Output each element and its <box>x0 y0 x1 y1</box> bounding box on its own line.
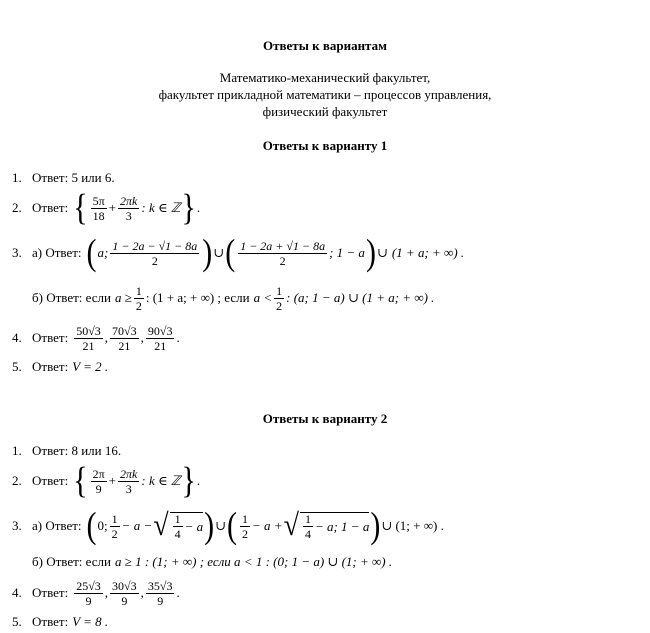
v2-answer-3b: б) Ответ: если a ≥ 1 : (1; + ∞) ; если a < 1 : (0; 1 − a) ∪ (1; + ∞) . <box>32 554 393 569</box>
v2-answer-3a: 3. а) Ответ: ( 0; $\frac{1}{2}$ − a − √ $\frac{1}{4}$ − a ) ∪ ( $\frac{1}{2}$ − a + √ $\frac{1}{4}$ − a; 1 − a ) ∪ (1; + ∞) . <box>12 504 444 546</box>
v2-answer-2: 2. Ответ: { $\frac{2\pi}{9}$ + $\frac{2\pi k}{3}$ : k ∈ ℤ } . <box>12 459 201 501</box>
fraction: $\frac{2\pi}{9}$ <box>92 466 105 496</box>
fraction: $\frac{2\pi k}{3}$ <box>120 466 138 496</box>
v2-answer-5: 5. Ответ: V = 8 . <box>12 614 109 629</box>
fraction: $\frac{70√3}{21}$ <box>112 323 137 353</box>
fraction: $\frac{30√3}{9}$ <box>112 578 137 608</box>
faculty-line-3: физический факультет <box>262 104 388 119</box>
fraction: $\frac{5\pi}{18}$ <box>92 193 105 223</box>
fraction: $\frac{1 - 2a - √1 - 8a}{2}$ <box>112 238 198 268</box>
variant1-heading: Ответы к варианту 1 <box>262 138 388 153</box>
v2-answer-1: 1. Ответ: 8 или 16. <box>12 443 122 458</box>
fraction: $\frac{25√3}{9}$ <box>76 578 101 608</box>
v1-answer-4: 4. Ответ: $\frac{50√3}{21}$ , $\frac{70√3}{21}$ , $\frac{90√3}{21}$ . <box>12 323 180 353</box>
fraction: $\frac{1}{4}$ <box>304 512 311 541</box>
fraction: $\frac{1}{4}$ <box>174 512 181 541</box>
v1-answer-2: 2. Ответ: { $\frac{5\pi}{18}$ + $\frac{2\pi k}{3}$ : k ∈ ℤ } . <box>12 186 201 228</box>
faculty-line-1: Математико-механический факультет, <box>219 70 431 85</box>
variant2-heading: Ответы к варианту 2 <box>262 411 388 426</box>
fraction: $\frac{1}{2}$ <box>111 511 118 541</box>
fraction: $\frac{35√3}{9}$ <box>147 578 173 608</box>
fraction: $\frac{90√3}{21}$ <box>147 323 173 353</box>
fraction: $\frac{1}{2}$ <box>135 283 142 313</box>
fraction: $\frac{1}{2}$ <box>276 283 283 313</box>
v2-answer-4: 4. Ответ: $\frac{25√3}{9}$ , $\frac{30√3}{9}$ , $\frac{35√3}{9}$ . <box>12 578 180 608</box>
page-title: Ответы к вариантам <box>263 38 387 53</box>
fraction: $\frac{50√3}{21}$ <box>76 323 101 353</box>
fraction: $\frac{1}{2}$ <box>242 511 249 541</box>
v1-answer-3a: 3. а) Ответ: ( a; $\frac{1 - 2a - √1 - 8a}{2}$ ) ∪ ( $\frac{1 - 2a + √1 - 8a}{2}$ ; 1 − a ) ∪ (1 + a; + ∞) . <box>12 231 465 273</box>
v1-answer-1: 1. Ответ: 5 или 6. <box>12 170 115 185</box>
faculty-line-2: факультет прикладной математики – процессов управления, <box>158 87 492 102</box>
v1-answer-5: 5. Ответ: V = 2 . <box>12 359 109 374</box>
fraction: $\frac{1 - 2a + √1 - 8a}{2}$ <box>240 238 326 268</box>
v1-answer-3b: б) Ответ: если a ≥ $\frac{1}{2}$ : (1 + a; + ∞) ; если a < $\frac{1}{2}$ : (a; 1 − a) ∪ (1 + a; + ∞) . <box>32 283 435 313</box>
fraction: $\frac{2\pi k}{3}$ <box>120 193 138 223</box>
